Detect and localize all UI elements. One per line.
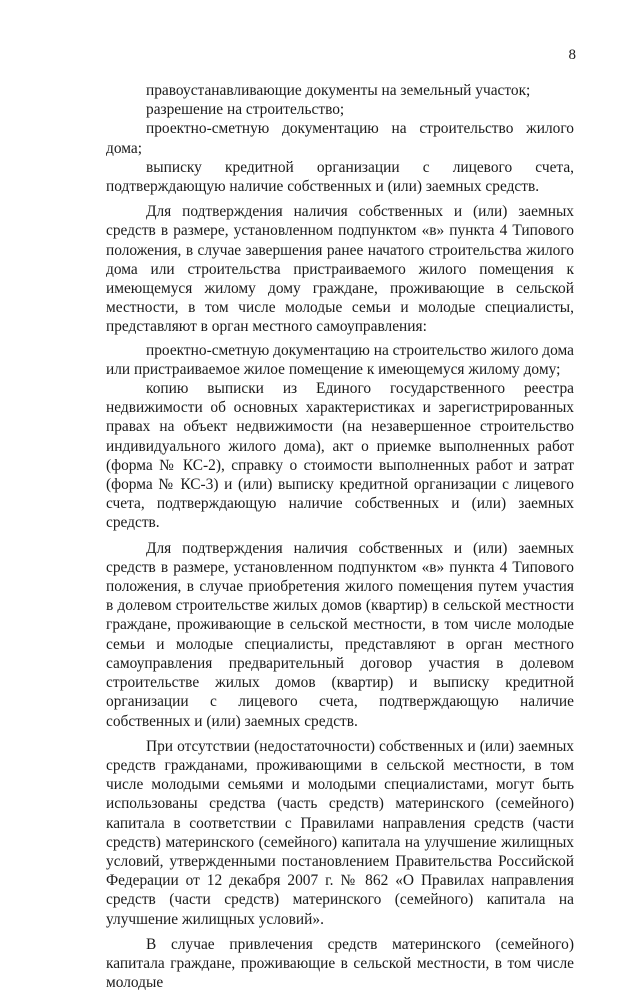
paragraph-10: В случае привлечения средств материнского (семейного) капитала граждане, проживающие в сельской местности, в том числе молодые: [106, 935, 574, 992]
paragraph-5: Для подтверждения наличия собственных и (или) заемных средств в размере, установленном подпунктом «в» пункта 4 Типового положения, в случае завершения ранее начатого строительства жилого дома или строительства пристраиваемого жилого помещения к имеющемуся жилому дому граждане, проживающие в сельской местности, в том числе молодые семьи и молодые специалисты, представляют в орган местного самоуправления:: [106, 203, 574, 336]
paragraph-3: проектно-сметную документацию на строительство жилого дома;: [106, 120, 574, 157]
paragraph-9: При отсутствии (недостаточности) собственных и (или) заемных средств гражданами, проживающими в сельской местности, в том числе молодыми семьями и молодыми специалистами, могут быть использованы средства (часть средств) материнского (семейного) капитала в соответствии с Правилами направления средств (части средств) материнского (семейного) капитала на улучшение жилищных условий, утвержденными постановлением Правительства Российской Федерации от 12 декабря 2007 г. № 862 «О Правилах направления средств (части средств) материнского (семейного) капитала на улучшение жилищных условий».: [106, 737, 574, 928]
document-body: [106, 81, 574, 992]
paragraph-7: копию выписки из Единого государственного реестра недвижимости об основных характеристиках и зарегистрированных правах на объект недвижимости (на незавершенное строительство индивидуального жилого дома), акт о приемке выполненных работ (форма № КС-2), справку о стоимости выполненных работ и затрат (форма № КС-3) и (или) выписку кредитной организации с лицевого счета, подтверждающую наличие собственных и (или) заемных средств.: [106, 380, 574, 532]
paragraph-1: правоустанавливающие документы на земельный участок;: [146, 82, 531, 99]
paragraph-6: проектно-сметную документацию на строительство жилого дома или пристраиваемое жилое помещение к имеющемуся жилому дому;: [106, 341, 574, 378]
paragraph-2: разрешение на строительство;: [146, 101, 345, 119]
page-number: 8: [568, 47, 576, 63]
paragraph-4: выписку кредитной организации с лицевого счета, подтверждающую наличие собственных и (или) заемных средств.: [106, 158, 574, 196]
paragraph-8: Для подтверждения наличия собственных и (или) заемных средств в размере, установленном подпунктом «в» пункта 4 Типового положения, в случае приобретения жилого помещения путем участия в долевом строительстве жилых домов (квартир) в сельской местности граждане, проживающие в сельской местности, в том числе молодые семьи и молодые специалисты, представляют в орган местного самоуправления предварительный договор участия в долевом строительстве жилых домов (квартир) и выписку кредитной организации с лицевого счета, подтверждающую наличие собственных и (или) заемных средств.: [106, 539, 574, 730]
